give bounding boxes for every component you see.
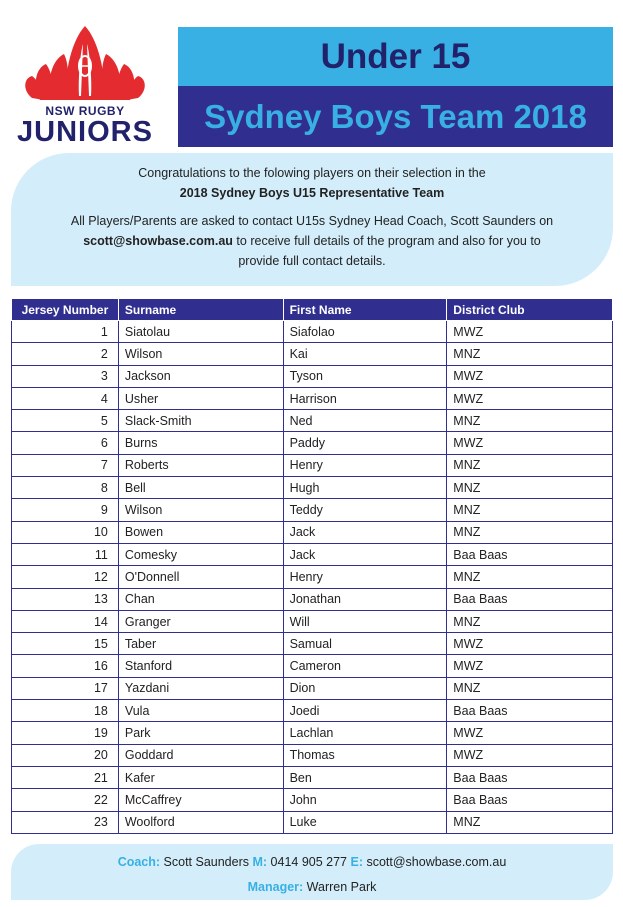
- coach-mobile[interactable]: 0414 905 277: [267, 855, 351, 869]
- table-header-row: [12, 299, 613, 321]
- congratulations-text: [11, 163, 613, 203]
- first-name-cell: Henry: [283, 566, 447, 588]
- surname-cell: Siatolau: [118, 321, 283, 343]
- contact-line-1: All Players/Parents are asked to contact U15s Sydney Head Coach, Scott Saunders on: [70, 214, 554, 228]
- district-club-cell: MWZ: [447, 365, 613, 387]
- surname-cell: Park: [118, 722, 283, 744]
- jersey-number-cell: 2: [12, 343, 119, 365]
- jersey-number-cell: 12: [12, 566, 119, 588]
- district-club-cell: MWZ: [447, 722, 613, 744]
- coach-label: Coach:: [117, 855, 161, 869]
- contact-line-2-rest: to receive full details of the program and also for you to: [232, 234, 541, 248]
- jersey-number-cell: 15: [12, 633, 119, 655]
- jersey-number-cell: 5: [12, 410, 119, 432]
- district-club-cell: Baa Baas: [447, 700, 613, 722]
- surname-cell: Kafer: [118, 766, 283, 788]
- coach-name: Scott Saunders: [160, 855, 253, 869]
- surname-cell: Chan: [118, 588, 283, 610]
- district-club-cell: Baa Baas: [447, 588, 613, 610]
- header-jersey-number: Jersey Number: [12, 299, 119, 321]
- district-club-cell: Baa Baas: [447, 543, 613, 565]
- coach-email-link[interactable]: scott@showbase.com.au: [83, 234, 233, 248]
- table-row: [12, 722, 613, 744]
- district-club-cell: Baa Baas: [447, 766, 613, 788]
- table-row: [12, 410, 613, 432]
- title-under-15: Under 15: [178, 27, 613, 86]
- district-club-cell: MNZ: [447, 343, 613, 365]
- team-roster-table: [11, 298, 613, 834]
- table-row: [12, 566, 613, 588]
- jersey-number-cell: 14: [12, 610, 119, 632]
- jersey-number-cell: 22: [12, 789, 119, 811]
- jersey-number-cell: 8: [12, 477, 119, 499]
- district-club-cell: MNZ: [447, 566, 613, 588]
- jersey-number-cell: 1: [12, 321, 119, 343]
- table-row: [12, 677, 613, 699]
- manager-label: Manager:: [247, 880, 304, 894]
- district-club-cell: Baa Baas: [447, 789, 613, 811]
- district-club-cell: MNZ: [447, 521, 613, 543]
- table-row: [12, 387, 613, 409]
- surname-cell: Jackson: [118, 365, 283, 387]
- surname-cell: Roberts: [118, 454, 283, 476]
- table-row: [12, 543, 613, 565]
- waratah-flower-icon: [10, 20, 160, 110]
- first-name-cell: Thomas: [283, 744, 447, 766]
- first-name-cell: Kai: [283, 343, 447, 365]
- first-name-cell: Henry: [283, 454, 447, 476]
- surname-cell: Slack-Smith: [118, 410, 283, 432]
- jersey-number-cell: 4: [12, 387, 119, 409]
- table-row: [12, 588, 613, 610]
- manager-line: [11, 880, 613, 894]
- jersey-number-cell: 7: [12, 454, 119, 476]
- surname-cell: Wilson: [118, 499, 283, 521]
- table-row: [12, 811, 613, 833]
- first-name-cell: Dion: [283, 677, 447, 699]
- jersey-number-cell: 20: [12, 744, 119, 766]
- first-name-cell: Harrison: [283, 387, 447, 409]
- surname-cell: Wilson: [118, 343, 283, 365]
- contact-footer: [11, 844, 613, 900]
- district-club-cell: MNZ: [447, 499, 613, 521]
- jersey-number-cell: 11: [12, 543, 119, 565]
- surname-cell: O'Donnell: [118, 566, 283, 588]
- first-name-cell: Siafolao: [283, 321, 447, 343]
- table-row: [12, 454, 613, 476]
- first-name-cell: Jack: [283, 521, 447, 543]
- table-row: [12, 633, 613, 655]
- surname-cell: Taber: [118, 633, 283, 655]
- district-club-cell: MWZ: [447, 387, 613, 409]
- first-name-cell: Paddy: [283, 432, 447, 454]
- table-row: [12, 477, 613, 499]
- first-name-cell: Hugh: [283, 477, 447, 499]
- surname-cell: Granger: [118, 610, 283, 632]
- first-name-cell: Will: [283, 610, 447, 632]
- jersey-number-cell: 19: [12, 722, 119, 744]
- first-name-cell: John: [283, 789, 447, 811]
- table-row: [12, 343, 613, 365]
- district-club-cell: MNZ: [447, 677, 613, 699]
- table-row: [12, 321, 613, 343]
- surname-cell: Vula: [118, 700, 283, 722]
- first-name-cell: Jonathan: [283, 588, 447, 610]
- logo-text-juniors: JUNIORS: [17, 116, 153, 148]
- first-name-cell: Ned: [283, 410, 447, 432]
- header-surname: Surname: [118, 299, 283, 321]
- table-row: [12, 499, 613, 521]
- first-name-cell: Tyson: [283, 365, 447, 387]
- table-row: [12, 432, 613, 454]
- contact-line-2: [11, 231, 613, 251]
- district-club-cell: MWZ: [447, 655, 613, 677]
- jersey-number-cell: 18: [12, 700, 119, 722]
- header-district-club: District Club: [447, 299, 613, 321]
- surname-cell: Bowen: [118, 521, 283, 543]
- surname-cell: Bell: [118, 477, 283, 499]
- logo-text-nsw-rugby: NSW RUGBY: [45, 104, 125, 118]
- district-club-cell: MNZ: [447, 610, 613, 632]
- contact-instructions: [11, 211, 613, 271]
- coach-email[interactable]: scott@showbase.com.au: [362, 855, 507, 869]
- surname-cell: Yazdani: [118, 677, 283, 699]
- first-name-cell: Ben: [283, 766, 447, 788]
- jersey-number-cell: 21: [12, 766, 119, 788]
- surname-cell: Stanford: [118, 655, 283, 677]
- district-club-cell: MNZ: [447, 477, 613, 499]
- jersey-number-cell: 10: [12, 521, 119, 543]
- district-club-cell: MNZ: [447, 410, 613, 432]
- mobile-label: M:: [252, 855, 268, 869]
- first-name-cell: Samual: [283, 633, 447, 655]
- title-team-name: Sydney Boys Team 2018: [178, 86, 613, 147]
- jersey-number-cell: 17: [12, 677, 119, 699]
- district-club-cell: MWZ: [447, 432, 613, 454]
- table-row: [12, 610, 613, 632]
- manager-name: Warren Park: [303, 880, 377, 894]
- first-name-cell: Joedi: [283, 700, 447, 722]
- first-name-cell: Jack: [283, 543, 447, 565]
- first-name-cell: Cameron: [283, 655, 447, 677]
- first-name-cell: Teddy: [283, 499, 447, 521]
- header-first-name: First Name: [283, 299, 447, 321]
- jersey-number-cell: 13: [12, 588, 119, 610]
- table-row: [12, 521, 613, 543]
- jersey-number-cell: 3: [12, 365, 119, 387]
- district-club-cell: MNZ: [447, 811, 613, 833]
- table-row: [12, 655, 613, 677]
- team-name-line: 2018 Sydney Boys U15 Representative Team: [179, 186, 445, 200]
- congratulations-line: Congratulations to the folowing players on their selection in the: [138, 166, 486, 180]
- surname-cell: Goddard: [118, 744, 283, 766]
- table-row: [12, 700, 613, 722]
- surname-cell: Usher: [118, 387, 283, 409]
- district-club-cell: MWZ: [447, 633, 613, 655]
- contact-line-3: provide full contact details.: [238, 254, 386, 268]
- email-label: E:: [350, 855, 363, 869]
- nsw-rugby-juniors-logo: [10, 20, 160, 155]
- roster-body: [12, 321, 613, 834]
- district-club-cell: MNZ: [447, 454, 613, 476]
- jersey-number-cell: 6: [12, 432, 119, 454]
- surname-cell: McCaffrey: [118, 789, 283, 811]
- first-name-cell: Lachlan: [283, 722, 447, 744]
- surname-cell: Burns: [118, 432, 283, 454]
- table-row: [12, 766, 613, 788]
- district-club-cell: MWZ: [447, 321, 613, 343]
- first-name-cell: Luke: [283, 811, 447, 833]
- surname-cell: Comesky: [118, 543, 283, 565]
- coach-contact-line: [11, 855, 613, 869]
- surname-cell: Woolford: [118, 811, 283, 833]
- intro-panel: [11, 153, 613, 286]
- jersey-number-cell: 16: [12, 655, 119, 677]
- jersey-number-cell: 23: [12, 811, 119, 833]
- district-club-cell: MWZ: [447, 744, 613, 766]
- table-row: [12, 744, 613, 766]
- table-row: [12, 365, 613, 387]
- jersey-number-cell: 9: [12, 499, 119, 521]
- table-row: [12, 789, 613, 811]
